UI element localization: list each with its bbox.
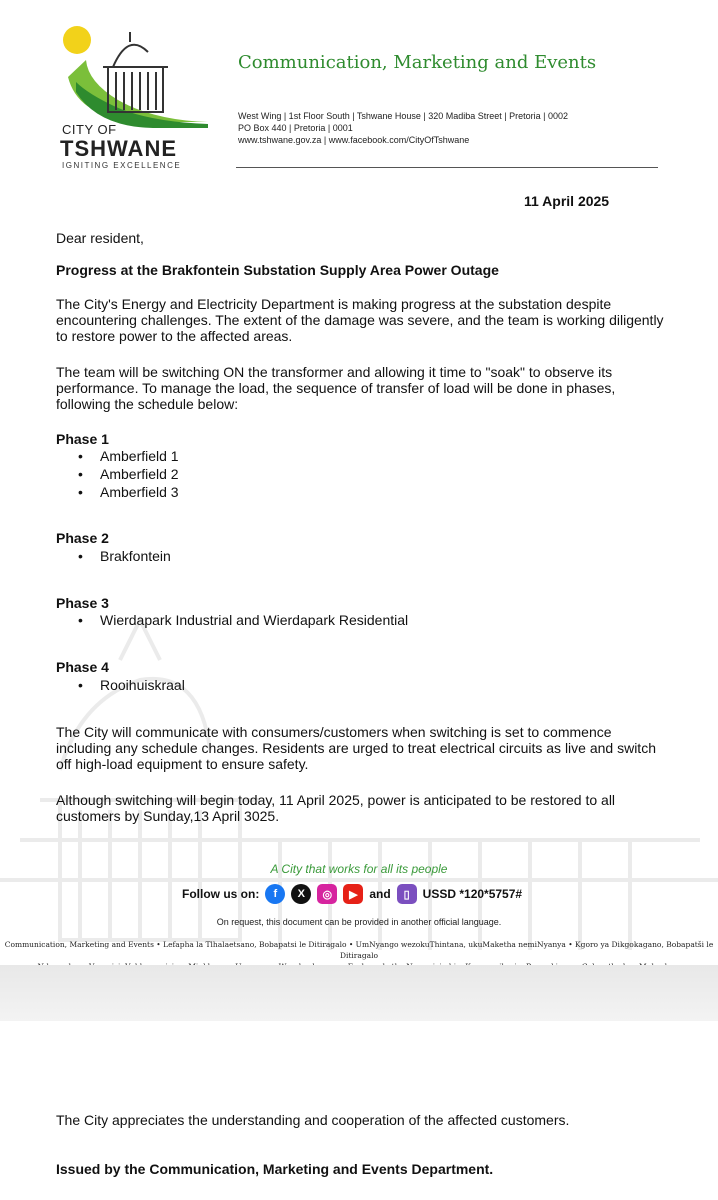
facebook-icon[interactable]: f [265, 884, 285, 904]
paragraph-5: The City appreciates the understanding and cooperation of the affected customers. [56, 1112, 570, 1128]
youtube-icon[interactable]: ▶ [343, 884, 363, 904]
list-item: • Amberfield 1 [56, 447, 179, 465]
phase-title: Phase 4 [56, 659, 109, 675]
department-title: Communication, Marketing and Events [238, 52, 597, 73]
phase-title: Phase 3 [56, 595, 109, 611]
languages-line: Communication, Marketing and Events • Lefapha la Tlhalaetsano, Bobapatsi le Ditiragalo • UmNyango wezokuThintana, ukuMaketha nemiNyanya • Kgoro ya Dikgokagano, Bobapatši le Ditiragalo [4, 940, 714, 960]
instagram-icon[interactable]: ◎ [317, 884, 337, 904]
salutation: Dear resident, [56, 230, 144, 246]
logo-name: TSHWANE [60, 136, 177, 161]
paragraph-2: The team will be switching ON the transformer and allowing it time to "soak" to observe its performance. To manage the load, the sequence of transfer of load will be done in phases, following the schedule below: [56, 364, 616, 412]
phase-1-list [56, 447, 179, 501]
list-item: • Rooihuiskraal [56, 676, 185, 694]
follow-label: Follow us on: [182, 887, 260, 901]
logo-tagline: IGNITING EXCELLENCE [62, 161, 182, 170]
and-label: and [369, 887, 391, 901]
social-bar [182, 882, 522, 906]
logo-city-of: CITY OF [62, 122, 117, 137]
signoff: Issued by the Communication, Marketing and Events Department. [56, 1161, 494, 1177]
paragraph-4: Although switching will begin today, 11 April 2025, power is anticipated to be restored to all customers by Sunday,13 April 3025. [56, 792, 616, 824]
list-item: • Wierdapark Industrial and Wierdapark Residential [56, 611, 408, 629]
ussd-code: USSD *120*5757# [422, 887, 523, 901]
address-line: West Wing | 1st Floor South | Tshwane House | 320 Madiba Street | Pretoria | 0002 [238, 111, 569, 121]
phase-title: Phase 2 [56, 530, 109, 546]
paragraph-1: The City's Energy and Electricity Department is making progress at the substation despite encountering challenges. The extent of the damage was severe, and the team is working diligently to restore power to the affected areas. [56, 296, 664, 344]
letter-subject: Progress at the Brakfontein Substation Supply Area Power Outage [56, 262, 499, 278]
phone-icon: ▯ [397, 884, 417, 904]
language-request-note: On request, this document can be provided in another official language. [216, 917, 502, 927]
address-block [238, 110, 568, 146]
slogan: A City that works for all its people [270, 862, 448, 876]
header-divider [236, 167, 658, 168]
list-item: • Amberfield 3 [56, 483, 179, 501]
phase-4-list [56, 676, 185, 694]
letter-date: 11 April 2025 [524, 193, 610, 209]
page-break-band [0, 965, 718, 1021]
phase-2-list [56, 547, 171, 565]
list-item: • Brakfontein [56, 547, 171, 565]
building-watermark [0, 600, 718, 960]
phase-title: Phase 1 [56, 431, 109, 447]
list-item: • Amberfield 2 [56, 465, 179, 483]
paragraph-3: The City will communicate with consumers/customers when switching is set to commence including any schedule changes. Residents are urged to treat electrical circuits as live and switch off high-load equipment to ensure safety. [56, 724, 656, 772]
x-icon[interactable]: X [291, 884, 311, 904]
address-line: www.tshwane.gov.za | www.facebook.com/CityOfTshwane [238, 135, 470, 145]
address-line: PO Box 440 | Pretoria | 0001 [238, 123, 353, 133]
phase-3-list [56, 611, 408, 629]
